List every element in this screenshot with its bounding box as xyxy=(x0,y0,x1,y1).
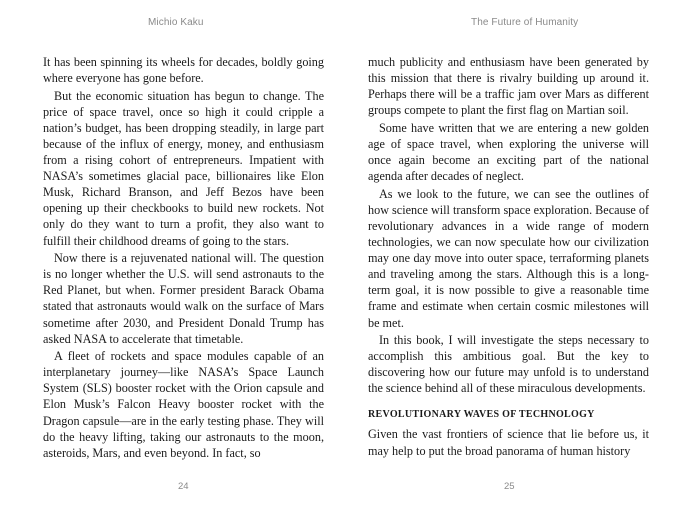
paragraph: But the economic situation has begun to change. The price of space travel, once so high it could cripple a nation’s budget, has been dropping steadily, in large part because of the influx of energy, money, and enthusiasm from a rising cohort of entrepreneurs. Impatient with NASA’s sometimes glacial pace, billionaires like Elon Musk, Richard Branson, and Jeff Bezos have been opening up their checkbooks to build new rockets. Not only do they want to turn a profit, they also want to fulfill their childhood dreams of going to the stars. xyxy=(43,88,324,248)
right-page-body xyxy=(368,54,649,460)
paragraph: In this book, I will investigate the steps necessary to accomplish this ambitious goal. But the key to discovering how our future may unfold is to understand the science behind all of these miraculous developments. xyxy=(368,333,649,396)
page-number: 25 xyxy=(504,481,515,492)
running-header-author: Michio Kaku xyxy=(148,17,204,28)
paragraph: much publicity and enthusiasm have been generated by this mission that there is rivalry building up around it. Perhaps there will be a traffic jam over Mars as different groups compete to plant the first flag on Martian soil. xyxy=(368,55,649,118)
page-number: 24 xyxy=(178,481,189,492)
paragraph: Now there is a rejuvenated national will. The question is no longer whether the U.S. will send astronauts to the Red Planet, but when. Former president Barack Obama stated that astronauts would walk on the surface of Mars sometime after 2030, and President Donald Trump has asked NASA to accelerate that timetable. xyxy=(43,251,324,346)
section-heading: REVOLUTIONARY WAVES OF TECHNOLOGY xyxy=(368,409,595,421)
paragraph: As we look to the future, we can see the outlines of how science will transform space exploration. Because of revolutionary advances in a wide range of modern technologies, we can now speculate how our civilization may one day move into outer space, terraforming planets and traveling among the stars. Although this is a long-term goal, it is now possible to give a reasonable time frame and estimate when certain cosmic milestones will be met. xyxy=(368,186,649,330)
running-header-title: The Future of Humanity xyxy=(471,17,579,28)
right-page xyxy=(346,0,692,518)
paragraph: Some have written that we are entering a new golden age of space travel, when exploring the universe will once again become an exciting part of the national agenda after decades of neglect. xyxy=(368,120,649,184)
left-page-body xyxy=(43,54,324,462)
paragraph: Given the vast frontiers of science that lie before us, it may help to put the broad panorama of human history xyxy=(368,427,649,458)
paragraph: A fleet of rockets and space modules capable of an interplanetary journey—like NASA’s Space Launch System (SLS) booster rocket with the Orion capsule and Elon Musk’s Falcon Heavy booster rocket with the Dragon capsule—are in the early testing phase. They will do the heavy lifting, taking our astronauts to the moon, asteroids, Mars, and even beyond. In fact, so xyxy=(43,349,324,460)
paragraph: It has been spinning its wheels for decades, boldly going where everyone has gone before. xyxy=(43,55,324,86)
